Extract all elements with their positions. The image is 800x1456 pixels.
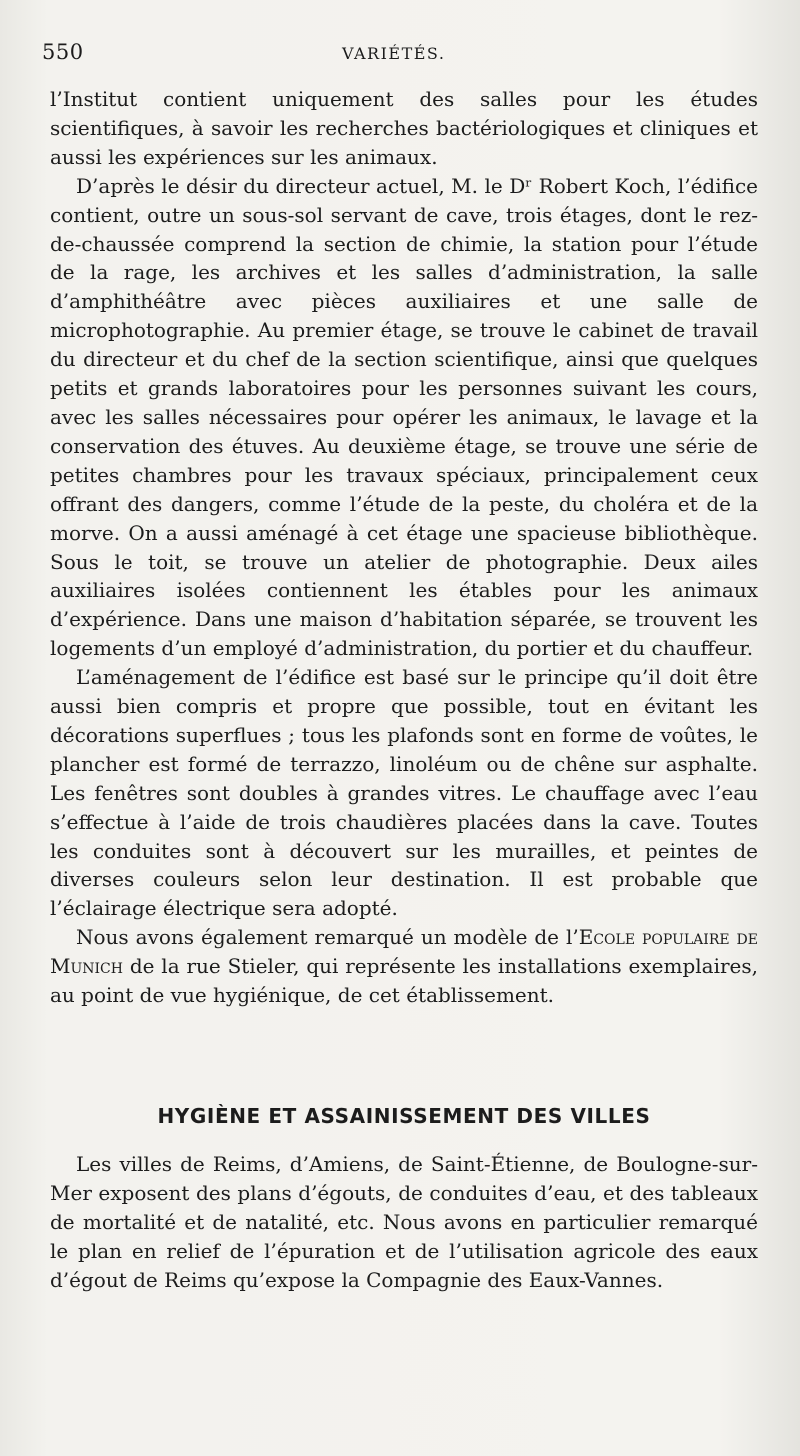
paragraph-ecole-munich-start: Nous avons également remarqué un modèle de l’: [76, 925, 579, 950]
section-heading: HYGIÈNE ET ASSAINISSEMENT DES VILLES: [157, 1104, 651, 1128]
page-number: 550: [42, 40, 84, 64]
paragraph-building-layout: L’aménagement de l’édifice est basé sur le principe qu’il doit être aussi bien compris et propre que possible, tout en évitant les décorations superflues ; tous les plafonds sont en forme de voûtes, le plancher est formé de terrazzo, linoléum ou de chêne sur asphalte. Les fenêtres sont doubles à grandes vitres. Le chauffage avec l’eau s’effectue à l’aide de trois chaudières placées dans la cave. Toutes les conduites sont à découvert sur les murailles, et peintes de diverses couleurs selon leur destination. Il est probable que l’éclairage électrique sera adopté.: [50, 665, 758, 921]
paragraph-building-description: D’après le désir du directeur actuel, M. le Dʳ Robert Koch, l’édifice contient, outre un sous-sol servant de cave, trois étages, dont le rez-de-chaussée comprend la section de chimie, la station pour l’étude de la rage, les archives et les salles d’administration, la salle d’amphithéâtre avec pièces auxiliaires et une salle de microphotographie. Au premier étage, se trouve le cabinet de travail du directeur et du chef de la section scientifique, ainsi que quelques petits et grands laboratoires pour les personnes suivant les cours, avec les salles nécessaires pour opérer les animaux, le lavage et la conservation des étuves. Au deuxième étage, se trouve une série de petites chambres pour les travaux spéciaux, principalement ceux offrant des dangers, comme l’étude de la peste, du choléra et de la morve. On a aussi aménagé à cet étage une spacieuse bibliothèque. Sous le toit, se trouve un atelier de photographie. Deux ailes auxiliaires isolées contiennent les étables pour les animaux d’expérience. Dans une maison d’habitation séparée, se trouvent les logements d’un employé d’administration, du portier et du chauffeur.: [50, 173, 758, 661]
paragraph-ecole-munich: [50, 923, 758, 1010]
ecole-populaire-munich: Ecole populaire de Munich: [50, 925, 758, 979]
section-body: [50, 1150, 758, 1295]
paragraph-ecole-munich-end: de la rue Stieler, qui représente les installations exemplaires, au point de vue hygiénique, de cet établissement.: [50, 954, 758, 1008]
paragraph-institut-intro: l’Institut contient uniquement des salles pour les études scientifiques, à savoir les recherches bactériologiques et cliniques et aussi les expériences sur les animaux.: [50, 87, 758, 169]
body-text: [50, 85, 758, 1010]
running-title: VARIÉTÉS.: [342, 44, 446, 63]
paragraph-villes: Les villes de Reims, d’Amiens, de Saint-Étienne, de Boulogne-sur-Mer exposent des plans d’égouts, de conduites d’eau, et des tableaux de mortalité et de natalité, etc. Nous avons en particulier remarqué le plan en relief de l’épuration et de l’utilisation agricole des eaux d’égout de Reims qu’expose la Compagnie des Eaux-Vannes.: [50, 1152, 758, 1292]
page-header: [42, 40, 762, 74]
